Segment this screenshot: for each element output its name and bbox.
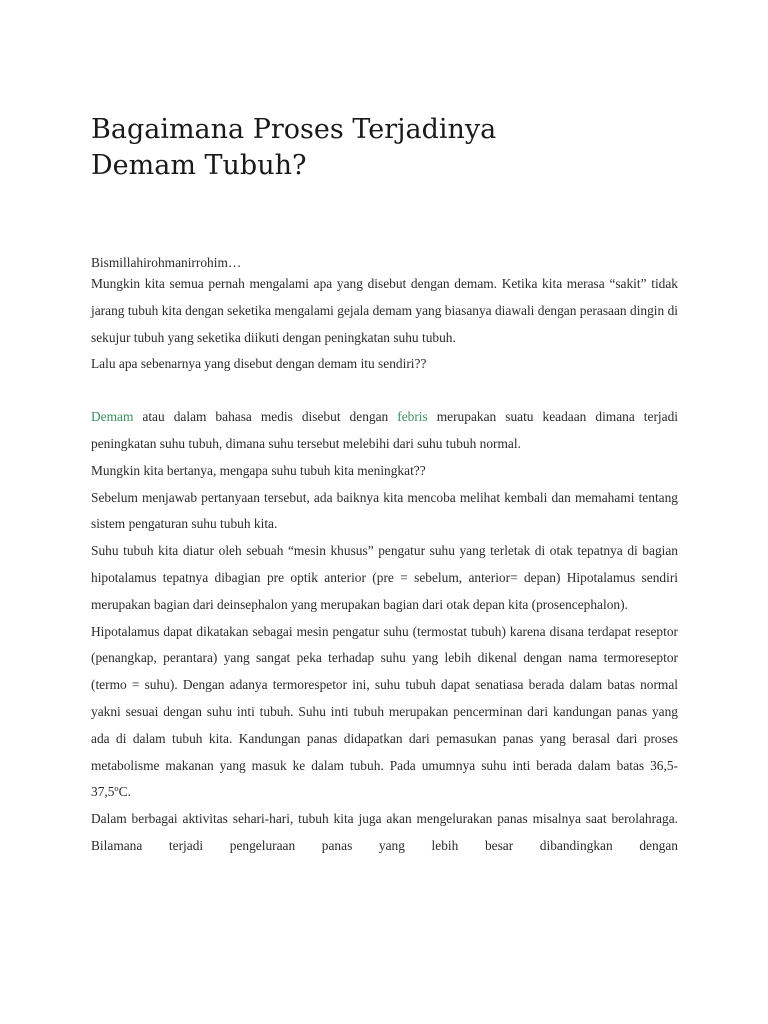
link-febris[interactable]: febris bbox=[397, 409, 428, 425]
link-demam[interactable]: Demam bbox=[91, 409, 134, 425]
definition-text-2: merupakan suatu keadaan dimana terjadi peningkatan suhu tubuh, dimana suhu tersebut melebihi dari suhu tubuh normal. bbox=[91, 409, 678, 451]
paragraph-question: Lalu apa sebenarnya yang disebut dengan demam itu sendiri?? bbox=[91, 356, 427, 372]
paragraph-intro: Mungkin kita semua pernah mengalami apa yang disebut dengan demam. Ketika kita merasa “sakit” tidak jarang tubuh kita dengan seketika mengalami gejala demam yang biasanya diawali dengan perasaan dingin di sekujur tubuh yang seketika diikuti dengan peningkatan suhu tubuh. bbox=[91, 276, 678, 345]
page-title bbox=[91, 112, 651, 184]
greeting-paragraph: Bismillahirohmanirrohim… bbox=[91, 255, 242, 270]
title-line-2: Demam Tubuh? bbox=[91, 150, 307, 181]
title-line-1: Bagaimana Proses Terjadinya bbox=[91, 114, 497, 145]
paragraph-why: Mungkin kita bertanya, mengapa suhu tubuh kita meningkat?? bbox=[91, 462, 426, 478]
definition-text-1: atau dalam bahasa medis disebut dengan bbox=[133, 409, 398, 425]
paragraph-hypothalamus: Suhu tubuh kita diatur oleh sebuah “mesin khusus” pengatur suhu yang terletak di otak tepatnya di bagian hipotalamus tepatnya dibagian pre optik anterior (pre = sebelum, anterior= depan) Hipotalamus sendiri merupakan bagian dari deinsephalon yang merupakan bagian dari otak depan kita (prosencephalon). bbox=[91, 543, 678, 612]
paragraph-activity: Dalam berbagai aktivitas sehari-hari, tubuh kita juga akan mengelurakan panas misalnya saat berolahraga. Bilamana terjadi pengeluraan panas yang lebih besar dibandingkan dengan bbox=[91, 811, 678, 853]
paragraph-before: Sebelum menjawab pertanyaan tersebut, ada baiknya kita mencoba melihat kembali dan memahami tentang sistem pengaturan suhu tubuh kita. bbox=[91, 489, 678, 532]
paragraph-definition bbox=[91, 404, 678, 458]
document-body bbox=[91, 254, 678, 860]
paragraph-thermostat: Hipotalamus dapat dikatakan sebagai mesin pengatur suhu (termostat tubuh) karena disana terdapat reseptor (penangkap, perantara) yang sangat peka terhadap suhu yang lebih dikenal dengan nama termoreseptor (termo = suhu). Dengan adanya termorespetor ini, suhu tubuh dapat senatiasa berada dalam batas normal yakni sesuai dengan suhu inti tubuh. Suhu inti tubuh merupakan pencerminan dari kandungan panas yang ada di dalam tubuh kita. Kandungan panas didapatkan dari pemasukan panas yang berasal dari proses metabolisme makanan yang masuk ke dalam tubuh. Pada umumnya suhu inti berada dalam batas 36,5-37,5ºC. bbox=[91, 623, 678, 800]
